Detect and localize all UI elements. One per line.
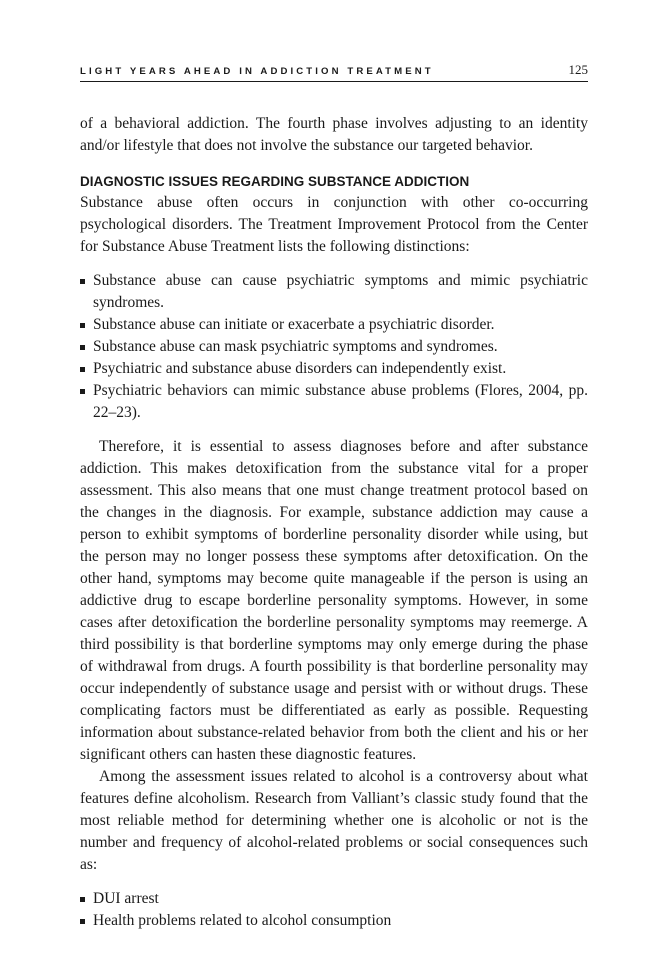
list-item: Psychiatric and substance abuse disorders can independently exist. (80, 358, 588, 380)
list-item: Health problems related to alcohol consumption (80, 910, 588, 932)
paragraph-alcohol: Among the assessment issues related to alcohol is a controversy about what features define alcoholism. Research from Valliant’s classic study found that the most reliable method for determining whether one is alcoholic or not is the number and frequency of alcohol-related problems or social consequences such as: (80, 768, 588, 873)
section-heading: DIAGNOSTIC ISSUES REGARDING SUBSTANCE ADDICTION (80, 174, 470, 189)
distinctions-list (80, 270, 588, 424)
list-item: Substance abuse can initiate or exacerbate a psychiatric disorder. (80, 314, 588, 336)
running-title: LIGHT YEARS AHEAD IN ADDICTION TREATMENT (80, 66, 434, 77)
list-item: Substance abuse can mask psychiatric symptoms and syndromes. (80, 336, 588, 358)
list-item: DUI arrest (80, 888, 588, 910)
list-item: Substance abuse can cause psychiatric symptoms and mimic psychiatric syndromes. (80, 270, 588, 314)
page-number: 125 (568, 62, 588, 77)
intro-paragraph: of a behavioral addiction. The fourth phase involves adjusting to an identity and/or lifestyle that does not involve the substance our targeted behavior. (80, 115, 588, 154)
list-item: Psychiatric behaviors can mimic substance abuse problems (Flores, 2004, pp. 22–23). (80, 380, 588, 424)
page-body (80, 113, 588, 932)
paragraph-therefore: Therefore, it is essential to assess diagnoses before and after substance addiction. This makes detoxification from the substance vital for a proper assessment. This also means that one must change treatment protocol based on the changes in the diagnosis. For example, substance addiction may cause a person to exhibit symptoms of borderline personality disorder while using, but the person may no longer possess these symptoms after detoxification. On the other hand, symptoms may become quite manageable if the person is using an addictive drug to escape borderline personality symptoms. However, in some cases after detoxification the borderline personality symptoms may reemerge. A third possibility is that borderline symptoms may only emerge during the phase of withdrawal from drugs. A fourth possibility is that borderline personality may occur independently of substance usage and persist with or without drugs. These complicating factors must be differentiated as early as possible. Requesting information about substance-related behavior from both the client and his or her significant others can hasten these diagnostic features. (80, 438, 588, 763)
consequences-list (80, 888, 588, 932)
section-intro-paragraph: Substance abuse often occurs in conjunction with other co-occurring psychological disorders. The Treatment Improvement Protocol from the Center for Substance Abuse Treatment lists the following distinctions: (80, 194, 588, 255)
running-head (80, 62, 588, 82)
